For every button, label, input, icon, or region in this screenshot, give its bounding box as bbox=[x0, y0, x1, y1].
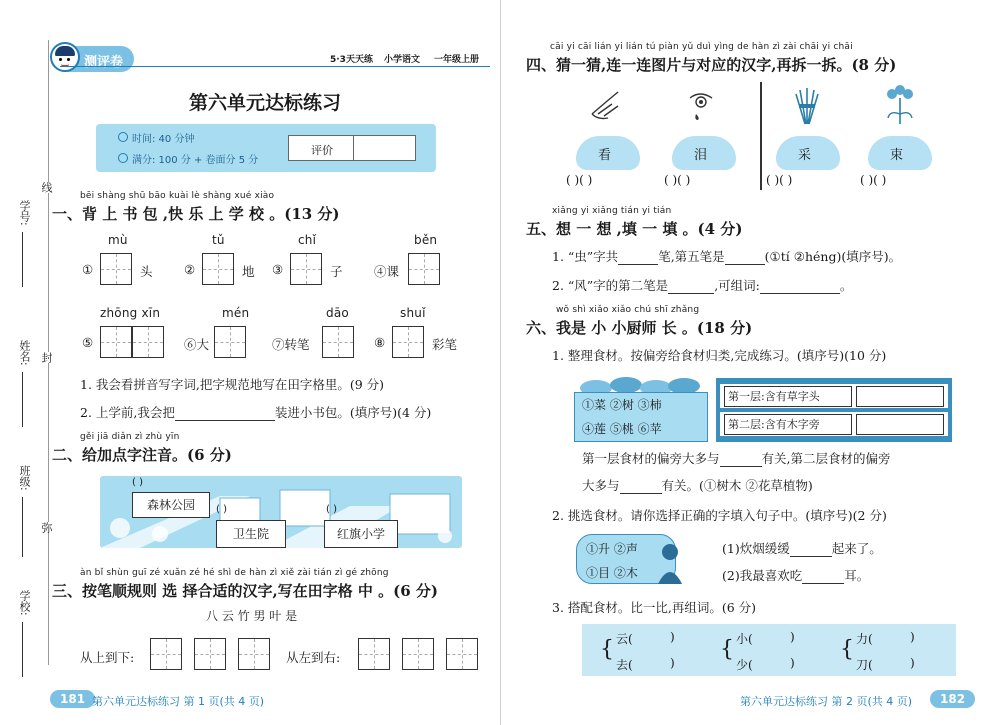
school-line bbox=[22, 622, 23, 677]
seal-mark-1: 线 bbox=[40, 182, 53, 193]
info-box bbox=[96, 124, 436, 172]
paren-pair[interactable]: ( )( ) bbox=[664, 173, 691, 187]
answer-blank[interactable] bbox=[620, 493, 662, 494]
shelf bbox=[716, 378, 952, 442]
paren-2[interactable]: ( ) bbox=[216, 504, 227, 515]
word-forest-park: 森林公园 bbox=[132, 492, 210, 518]
shelf-label-2: 第二层:含有木字旁 bbox=[724, 414, 852, 435]
item5-num: ⑤ bbox=[82, 335, 94, 350]
flower-bg bbox=[672, 136, 736, 170]
pair-qu: 去( bbox=[616, 658, 633, 672]
grade-name: 一年级上册 bbox=[434, 55, 480, 65]
item3-num: ③ bbox=[272, 262, 284, 277]
page-gutter bbox=[500, 0, 501, 725]
page-number-left: 181 bbox=[50, 690, 95, 708]
py-chi: chǐ bbox=[298, 233, 317, 247]
footer-left: 第六单元达标练习 第 1 页(共 4 页) bbox=[92, 695, 265, 708]
student-no-label: 学号: bbox=[18, 200, 31, 226]
option-1: ①升 ②声 bbox=[586, 542, 638, 556]
top-down-label: 从上到下: bbox=[80, 650, 135, 665]
name-label: 姓名: bbox=[18, 340, 31, 366]
item2-suffix: 地 bbox=[242, 264, 255, 279]
item1-num: ① bbox=[82, 262, 94, 277]
chef-icon bbox=[650, 540, 690, 584]
sec2-title: 二、给加点字注音。(6 分) bbox=[52, 446, 232, 464]
paren-pair[interactable]: ( )( ) bbox=[860, 173, 887, 187]
sec5-q1-c: (①tí ②héng)(填序号)。 bbox=[764, 249, 902, 264]
tian-box[interactable] bbox=[202, 253, 234, 285]
sentence-2-b: 耳。 bbox=[844, 568, 870, 583]
sec6-pinyin: wǒ shì xiǎo xiǎo chú shī zhǎng bbox=[556, 305, 700, 315]
basket-row-2: ④莲 ⑤桃 ⑥苹 bbox=[582, 422, 662, 436]
shelf-answer-1[interactable] bbox=[856, 386, 944, 407]
sentence-1-b: 起来了。 bbox=[831, 541, 882, 556]
sec3-chars: 八 云 竹 男 叶 是 bbox=[206, 609, 298, 623]
py-zhongxin: zhōng xīn bbox=[100, 306, 161, 320]
badge-label: 测评卷 bbox=[84, 55, 124, 70]
sec2-pinyin: gěi jiā diǎn zì zhù yīn bbox=[80, 432, 180, 442]
sec5-q1-b: 笔,第五笔是 bbox=[658, 249, 725, 264]
paren-pair[interactable]: ( )( ) bbox=[566, 173, 593, 187]
sec6-q1: 1. 整理食材。按偏旁给食材归类,完成练习。(填序号)(10 分) bbox=[552, 348, 887, 363]
py-mu: mù bbox=[108, 233, 128, 247]
pair-close: ) bbox=[790, 630, 795, 644]
answer-blank[interactable] bbox=[618, 264, 658, 265]
answer-blank[interactable] bbox=[668, 293, 714, 294]
pair-shao: 少( bbox=[736, 658, 753, 672]
bundle-icon bbox=[792, 84, 822, 126]
pair-yun: 云( bbox=[616, 632, 633, 646]
option-2: ①目 ②木 bbox=[586, 566, 638, 580]
paren-3[interactable]: ( ) bbox=[326, 504, 337, 515]
seal-mark-2: 封 bbox=[40, 352, 53, 363]
word-school: 红旗小学 bbox=[324, 520, 398, 548]
class-label: 班级: bbox=[18, 465, 31, 491]
pair-close: ) bbox=[790, 656, 795, 670]
flower-bg bbox=[776, 136, 840, 170]
school-label: 学校: bbox=[18, 590, 31, 616]
sec5-q2-c: 。 bbox=[839, 278, 853, 293]
answer-blank[interactable] bbox=[802, 583, 844, 584]
seal-mark-3: 弥 bbox=[40, 522, 53, 533]
sec3-title: 三、按笔顺规则 选 择合适的汉字,写在田字格 中 。(6 分) bbox=[52, 582, 438, 600]
tian-box[interactable] bbox=[402, 638, 434, 670]
sec5-q2-a: 2. “风”字的第二笔是 bbox=[552, 278, 669, 293]
item8-suffix: 彩笔 bbox=[432, 337, 458, 352]
sec5-q1-a: 1. “虫”字共 bbox=[552, 249, 619, 264]
student-no-line bbox=[22, 232, 23, 287]
answer-blank[interactable] bbox=[790, 556, 832, 557]
sec6-title: 六、我是 小 小厨师 长 。(18 分) bbox=[526, 319, 753, 337]
char-shu: 束 bbox=[890, 148, 904, 163]
char-kan: 看 bbox=[598, 148, 612, 163]
sec6-q1-text1-a: 第一层食材的偏旁大多与 bbox=[582, 451, 720, 466]
answer-blank[interactable] bbox=[720, 466, 762, 467]
sec3-pinyin: àn bǐ shùn guī zé xuǎn zé hé shì de hàn zì xiě zài tián zì gé zhōng bbox=[80, 568, 389, 578]
mascot-icon bbox=[50, 42, 80, 72]
tian-box[interactable] bbox=[290, 253, 322, 285]
sec1-title: 一、背 上 书 包 ,快 乐 上 学 校 。(13 分) bbox=[52, 205, 340, 223]
pair-close: ) bbox=[670, 630, 675, 644]
pair-dao: 刀( bbox=[856, 658, 873, 672]
plant-icon bbox=[882, 84, 918, 126]
divider-line bbox=[760, 82, 762, 190]
name-line bbox=[22, 372, 23, 427]
answer-blank[interactable] bbox=[760, 293, 840, 294]
badge bbox=[52, 46, 134, 72]
sec1-q1: 1. 我会看拼音写字词,把字规范地写在田字格里。(9 分) bbox=[80, 377, 385, 392]
sec6-q2: 2. 挑选食材。请你选择正确的字填入句子中。(填序号)(2 分) bbox=[552, 508, 887, 523]
clock-icon bbox=[118, 132, 128, 142]
flower-bg bbox=[868, 136, 932, 170]
tian-box[interactable] bbox=[132, 326, 164, 358]
subject-name: 小学语文 bbox=[384, 55, 421, 65]
eval-box bbox=[288, 135, 416, 161]
tian-box[interactable] bbox=[100, 253, 132, 285]
choice-panel bbox=[576, 534, 690, 584]
item3-suffix: 子 bbox=[330, 264, 343, 279]
brace: { bbox=[720, 637, 734, 662]
paren-1[interactable]: ( ) bbox=[132, 477, 143, 488]
sec6-q3: 3. 搭配食材。比一比,再组词。(6 分) bbox=[552, 600, 757, 615]
word-clinic: 卫生院 bbox=[216, 520, 286, 548]
item1-suffix: 头 bbox=[140, 264, 153, 279]
check-icon bbox=[118, 153, 128, 163]
sec1-pinyin: bēi shàng shū bāo kuài lè shàng xué xiào bbox=[80, 191, 275, 201]
item8-num: ⑧ bbox=[374, 335, 386, 350]
page-title: 第六单元达标练习 bbox=[188, 92, 341, 114]
header-rule bbox=[60, 66, 490, 67]
sec6-q1-text1-b: 有关,第二层食材的偏旁 bbox=[761, 451, 891, 466]
py-dao: dāo bbox=[326, 306, 349, 320]
sec5-pinyin: xiǎng yi xiǎng tián yi tián bbox=[552, 206, 672, 216]
py-men: mén bbox=[222, 306, 250, 320]
sec1-q2-b: 装进小书包。(填序号)(4 分) bbox=[274, 405, 432, 420]
char-cai: 采 bbox=[798, 148, 812, 163]
time-text: 时间: 40 分钟 bbox=[132, 134, 195, 145]
tian-box[interactable] bbox=[446, 638, 478, 670]
tian-box[interactable] bbox=[322, 326, 354, 358]
flower-bg bbox=[576, 136, 640, 170]
score-text: 满分: 100 分 + 卷面分 5 分 bbox=[132, 155, 259, 166]
class-line bbox=[22, 497, 23, 557]
eye-tear-icon bbox=[686, 88, 716, 124]
tian-box[interactable] bbox=[408, 253, 440, 285]
item2-num: ② bbox=[184, 262, 196, 277]
sec5-q2-b: ,可组词: bbox=[714, 278, 760, 293]
pair-close: ) bbox=[910, 630, 915, 644]
py-shui: shuǐ bbox=[400, 306, 426, 320]
series-name: 5·3天天练 bbox=[330, 55, 373, 65]
sec6-q1-text2-a: 大多与 bbox=[582, 478, 620, 493]
item7-num: ⑦转笔 bbox=[272, 337, 310, 352]
brace: { bbox=[600, 637, 614, 662]
sec4-pinyin: cāi yi cāi lián yi lián tú piàn yǔ duì yìng de hàn zì zài chāi yi chāi bbox=[550, 42, 853, 52]
sec4-title: 四、猜一猜,连一连图片与对应的汉字,再拆一拆。(8 分) bbox=[526, 56, 897, 74]
brace: { bbox=[840, 637, 854, 662]
py-ben: běn bbox=[414, 233, 438, 247]
page-number-right: 182 bbox=[930, 690, 975, 708]
tian-box[interactable] bbox=[358, 638, 390, 670]
answer-blank[interactable] bbox=[725, 264, 765, 265]
tian-box[interactable] bbox=[214, 326, 246, 358]
pair-close: ) bbox=[670, 656, 675, 670]
tian-box[interactable] bbox=[194, 638, 226, 670]
tian-box[interactable] bbox=[238, 638, 270, 670]
basket bbox=[574, 376, 708, 442]
pairing-strip bbox=[582, 624, 956, 676]
basket-row-1: ①菜 ②树 ③柿 bbox=[582, 398, 662, 412]
item6-num: ⑥大 bbox=[184, 337, 210, 352]
left-right-label: 从左到右: bbox=[286, 650, 341, 665]
eval-label: 评价 bbox=[311, 144, 333, 157]
sec1-q2-a: 2. 上学前,我会把 bbox=[80, 405, 175, 420]
shelf-label-1: 第一层:含有草字头 bbox=[724, 386, 852, 407]
py-tu: tǔ bbox=[212, 233, 225, 247]
tian-box[interactable] bbox=[150, 638, 182, 670]
answer-blank[interactable] bbox=[175, 420, 275, 421]
sentence-2-a: (2)我最喜欢吃 bbox=[722, 568, 803, 583]
item4-num: ④课 bbox=[374, 264, 400, 279]
tian-box[interactable] bbox=[392, 326, 424, 358]
paren-pair[interactable]: ( )( ) bbox=[766, 173, 793, 187]
sec6-q1-text2-b: 有关。(①树木 ②花草植物) bbox=[661, 478, 813, 493]
pair-close: ) bbox=[910, 656, 915, 670]
shelf-answer-2[interactable] bbox=[856, 414, 944, 435]
tian-box[interactable] bbox=[100, 326, 132, 358]
footer-right: 第六单元达标练习 第 2 页(共 4 页) bbox=[740, 695, 913, 708]
pair-li: 力( bbox=[856, 632, 873, 646]
hand-icon bbox=[588, 84, 628, 124]
sentence-1-a: (1)炊烟缓缓 bbox=[722, 541, 790, 556]
char-lei: 泪 bbox=[694, 148, 708, 163]
sec5-title: 五、想 一 想 ,填 一 填 。(4 分) bbox=[526, 220, 743, 238]
pair-xiao: 小( bbox=[736, 632, 753, 646]
